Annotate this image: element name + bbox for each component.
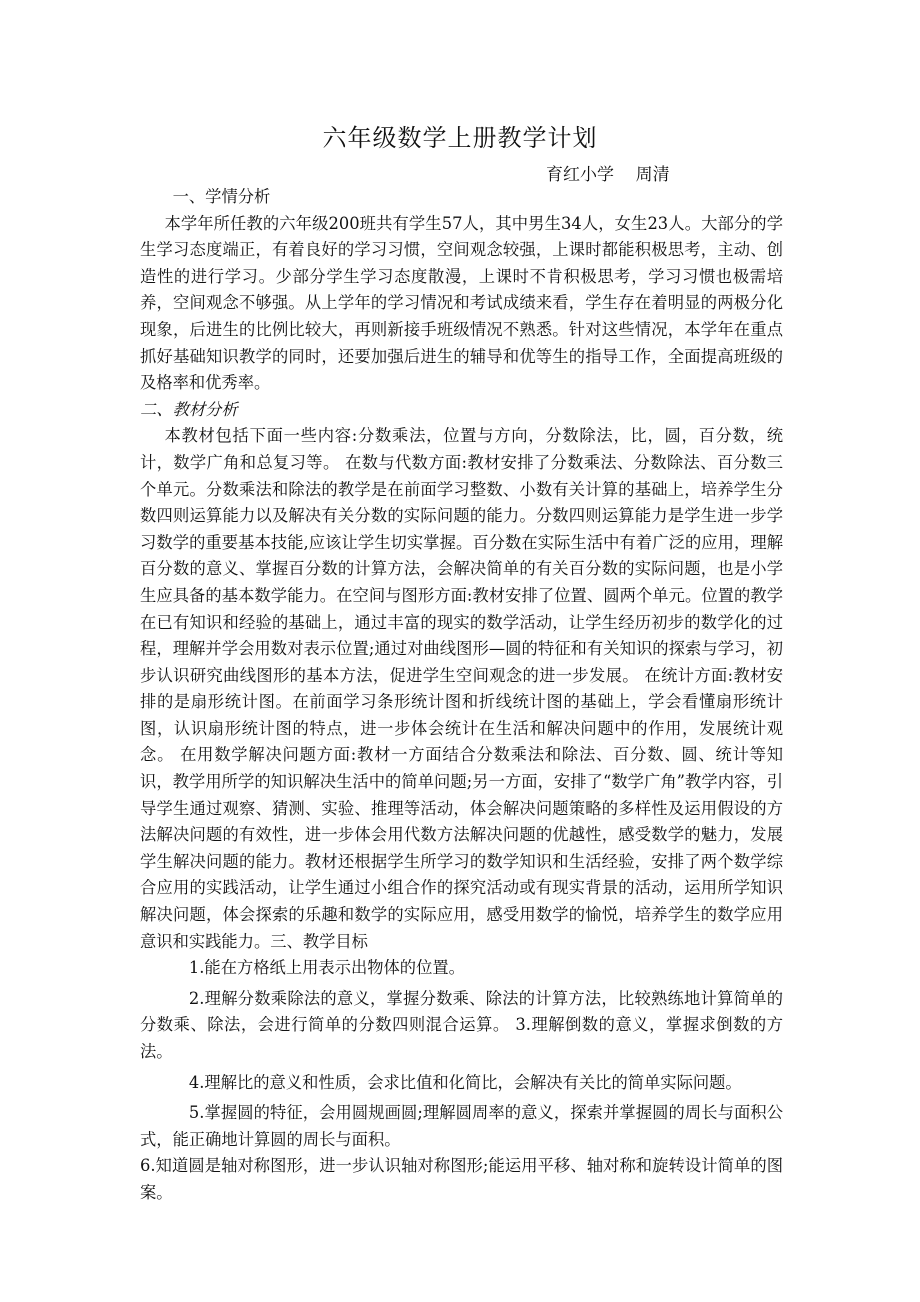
section-heading-textbook-analysis: 二、教材分析 — [140, 399, 238, 419]
teaching-goal-2-3: 2.理解分数乘除法的意义，掌握分数乘、除法的计算方法，比较熟练地计算简单的分数乘、除法，会进行简单的分数四则混合运算。 3.理解倒数的意义，掌握求倒数的方法。 — [140, 988, 783, 1061]
textbook-analysis-paragraph: 本教材包括下面一些内容:分数乘法，位置与方向，分数除法，比，圆，百分数，统计，数学广角和总复习等。 在数与代数方面:教材安排了分数乘法、分数除法、百分数三个单元。分数乘法和除法的教学是在前面学习整数、小数有关计算的基础上，培养学生分数四则运算能力以及解决有关分数的实际问题的能力。分数四则运算能力是学生进一步学习数学的重要基本技能,应该让学生切实掌握。百分数在实际生活中有着广泛的应用，理解百分数的意义、掌握百分数的计算方法，会解决简单的有关百分数的实际问题，也是小学生应具备的基本数学能力。在空间与图形方面:教材安排了位置、圆两个单元。位置的教学在已有知识和经验的基础上，通过丰富的现实的数学活动，让学生经历初步的数学化的过程，理解并学会用数对表示位置;通过对曲线图形—圆的特征和有关知识的探索与学习，初步认识研究曲线图形的基本方法，促进学生空间观念的进一步发展。 在统计方面:教材安排的是扇形统计图。在前面学习条形统计图和折线统计图的基础上，学会看懂扇形统计图，认识扇形统计图的特点，进一步体会统计在生活和解决问题中的作用，发展统计观念。 在用数学解决问题方面:教材一方面结合分数乘法和除法、百分数、圆、统计等知识，教学用所学的知识解决生活中的简单问题;另一方面，安排了“数学广角”教学内容，引导学生通过观察、猜测、实验、推理等活动，体会解决问题策略的多样性及运用假设的方法解决问题的有效性，进一步体会用代数方法解决问题的优越性，感受数学的魅力，发展学生解决问题的能力。教材还根据学生所学习的数学知识和生活经验，安排了两个数学综合应用的实践活动，让学生通过小组合作的探究活动或有现实背景的活动，运用所学知识解决问题，体会探索的乐趣和数学的实际应用，感受用数学的愉悦，培养学生的数学应用意识和实践能力。三、教学目标 — [140, 426, 783, 951]
teaching-goal-6: 6.知道圆是轴对称图形，进一步认识轴对称图形;能运用平移、轴对称和旋转设计简单的图案。 — [140, 1156, 783, 1202]
teaching-goal-4: 4.理解比的意义和性质，会求比值和化简比，会解决有关比的简单实际问题。 — [188, 1072, 742, 1092]
author-line: 育红小学 周清 — [546, 165, 670, 185]
document-body — [140, 184, 783, 1207]
teaching-goal-5: 5.掌握圆的特征，会用圆规画圆;理解圆周率的意义，探索并掌握圆的周长与面积公式，能正确地计算圆的周长与面积。 — [140, 1103, 783, 1149]
document-title: 六年级数学上册教学计划 — [322, 124, 598, 152]
teaching-goal-1: 1.能在方格纸上用表示出物体的位置。 — [188, 958, 465, 978]
section-heading-student-analysis: 一、学情分析 — [172, 187, 271, 206]
student-analysis-paragraph: 本学年所任教的六年级200班共有学生57人，其中男生34人，女生23人。大部分的学生学习态度端正，有着良好的学习习惯，空间观念较强，上课时都能积极思考，主动、创造性的进行学习。少部分学生学习态度散漫，上课时不肯积极思考，学习习惯也极需培养，空间观念不够强。从上学年的学习情况和考试成绩来看，学生存在着明显的两极分化现象，后进生的比例比较大，再则新接手班级情况不熟悉。针对这些情况，本学年在重点抓好基础知识教学的同时，还要加强后进生的辅导和优等生的指导工作，全面提高班级的及格率和优秀率。 — [140, 213, 783, 393]
